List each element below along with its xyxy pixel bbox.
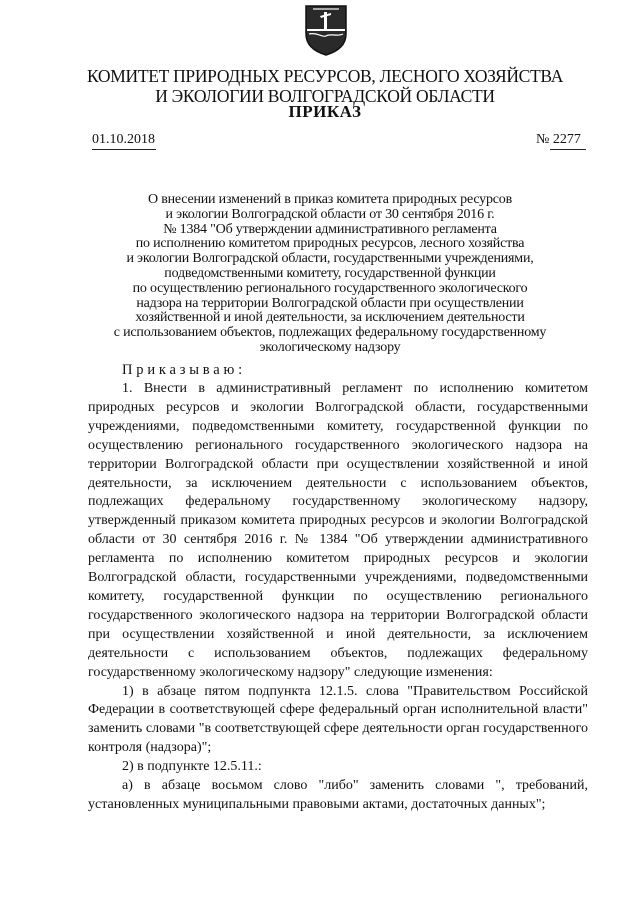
subject-line: по исполнению комитетом природных ресурсов, лесного хозяйства: [135, 236, 525, 252]
order-body: [88, 380, 588, 815]
org-line-2: И ЭКОЛОГИИ ВОЛГОГРАДСКОЙ ОБЛАСТИ: [155, 86, 495, 106]
body-paragraph: а) в абзаце восьмом слово "либо" заменить словами ", требований, установленных муниципальными правовыми актами, достаточных данных";: [88, 778, 588, 812]
body-paragraph: 1. Внести в административный регламент по исполнению комитетом природных ресурсов и экологии Волгоградской области, государственными учреждениями, подведомственными комитету, государственной функции по осуществлению регионального государственного экологического надзора на территории Волгоградской области при осуществлении хозяйственной и иной деятельности, за исключением деятельности с использованием объектов, подлежащих федеральному государственному экологическому надзору, утвержденный приказом комитета природных ресурсов и экологии Волгоградской области от 30 сентября 2016 г. № 1384 "Об утверждении административного регламента по исполнению комитетом природных ресурсов и экологии Волгоградской области, государственными учреждениями, подведомственными комитету, государственной функции по осуществлению регионального государственного экологического надзора на территории Волгоградской области при осуществлении хозяйственной и иной деятельности, за исключением деятельности с использованием объектов, подлежащих федеральному государственному экологическому надзору" следующие изменения:: [88, 381, 588, 680]
date-underline: [92, 149, 156, 150]
order-number: № 2277: [536, 132, 581, 147]
subject-line: и экологии Волгоградской области, государственными учреждениями,: [126, 251, 534, 267]
subject-line: экологическому надзору: [259, 339, 401, 355]
body-paragraph: 2) в подпункте 12.5.11.:: [122, 759, 262, 775]
order-directive-word: Приказываю:: [122, 362, 246, 378]
subject-line: хозяйственной и иной деятельности, за исключением деятельности: [135, 310, 525, 326]
subject-line: с использованием объектов, подлежащих федеральному государственному: [113, 325, 547, 341]
subject-line: О внесении изменений в приказ комитета природных ресурсов: [148, 192, 512, 207]
document-type-title: ПРИКАЗ: [288, 102, 362, 121]
subject-line: и экологии Волгоградской области от 30 сентября 2016 г.: [165, 206, 495, 222]
body-paragraph: 1) в абзаце пятом подпункта 12.1.5. слова "Правительством Российской Федерации в соответствующей сфере федеральный орган исполнительной власти" заменить словами "в соответствующей сфере деятельности орган государственного контроля (надзора)";: [88, 683, 588, 756]
order-date: 01.10.2018: [92, 132, 155, 147]
volgograd-coat-of-arms-icon: [303, 4, 349, 56]
number-underline: [550, 149, 586, 150]
organization-name: [60, 66, 590, 106]
subject-line: № 1384 "Об утверждении административного регламента: [163, 221, 497, 237]
subject-line: по осуществлению регионального государственного экологического: [132, 280, 528, 296]
order-subject: [80, 193, 580, 356]
subject-line: подведомственными комитету, государственной функции: [164, 265, 496, 281]
org-line-1: КОМИТЕТ ПРИРОДНЫХ РЕСУРСОВ, ЛЕСНОГО ХОЗЯЙСТВА: [86, 66, 564, 86]
subject-line: надзора на территории Волгоградской области при осуществлении: [136, 295, 524, 311]
